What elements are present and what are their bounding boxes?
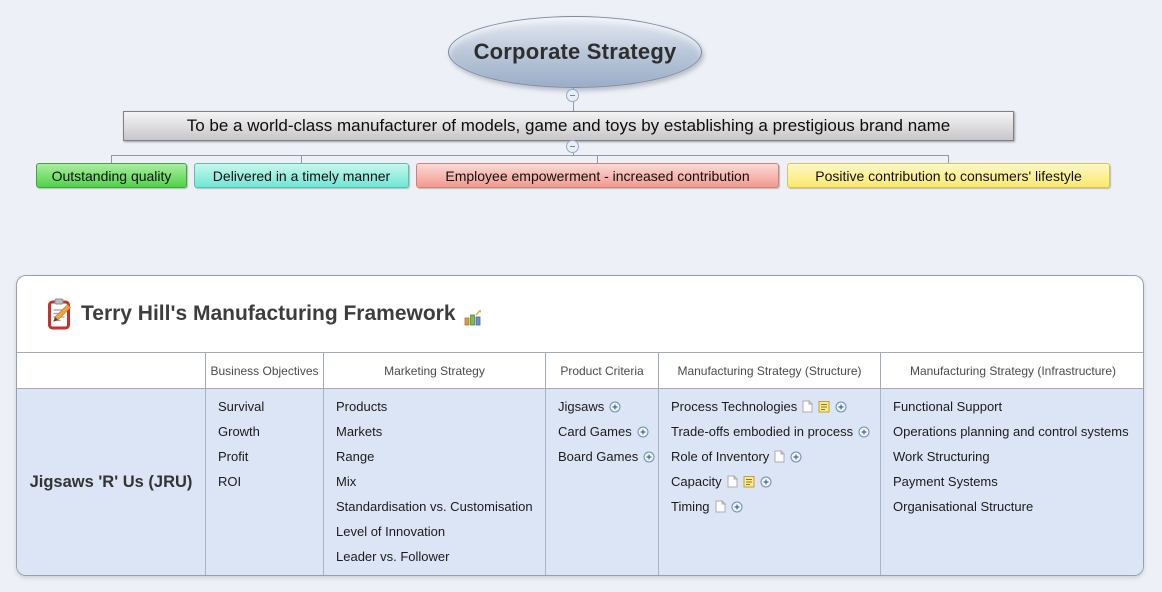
framework-header-row <box>17 352 1144 389</box>
topic-item[interactable]: Trade-offs embodied in process <box>671 419 876 444</box>
topic-item[interactable]: Payment Systems <box>893 474 998 489</box>
value-topic-outstanding-quality[interactable] <box>36 163 187 188</box>
collapse-button-root[interactable] <box>566 89 579 102</box>
attachment-icon[interactable] <box>774 450 785 463</box>
topic-item[interactable]: Level of Innovation <box>336 524 446 539</box>
topic-item[interactable]: Operations planning and control systems <box>893 424 1129 439</box>
expand-icon[interactable] <box>835 401 847 413</box>
header-cell-product-criteria[interactable]: Product Criteria <box>546 353 659 388</box>
header-cell-manufacturing-structure[interactable]: Manufacturing Strategy (Structure) <box>659 353 881 388</box>
header-cell-marketing-strategy[interactable]: Marketing Strategy <box>324 353 546 388</box>
notes-icon[interactable] <box>743 475 755 488</box>
framework-panel <box>16 275 1144 576</box>
expand-icon[interactable] <box>731 501 743 513</box>
connector-drop <box>597 155 598 163</box>
topic-item[interactable]: Process Technologies <box>671 394 876 419</box>
value-topic-label: Positive contribution to consumers' lifestyle <box>815 167 1082 184</box>
row-label-jru[interactable]: Jigsaws 'R' Us (JRU) <box>17 389 206 575</box>
value-topic-timely-delivery[interactable] <box>194 163 409 188</box>
connector-drop <box>111 155 112 163</box>
topic-item[interactable]: Markets <box>336 424 383 439</box>
minus-icon <box>570 95 575 96</box>
expand-icon[interactable] <box>858 426 870 438</box>
vision-topic-label: To be a world-class manufacturer of models, game and toys by establishing a prestigious brand name <box>186 116 951 135</box>
topic-item[interactable]: Functional Support <box>893 399 1003 414</box>
minus-icon <box>570 146 575 147</box>
expand-icon[interactable] <box>760 476 772 488</box>
attachment-icon[interactable] <box>727 475 738 488</box>
topic-item[interactable]: Capacity <box>671 469 876 494</box>
cell-manufacturing-structure <box>659 389 881 575</box>
topic-item[interactable]: Standardisation vs. Customisation <box>336 499 533 514</box>
cell-marketing-strategy <box>324 389 546 575</box>
value-topic-consumer-lifestyle[interactable] <box>787 163 1110 188</box>
root-topic[interactable] <box>448 16 702 88</box>
cell-product-criteria <box>546 389 659 575</box>
attachment-icon[interactable] <box>715 500 726 513</box>
expand-icon[interactable] <box>637 426 649 438</box>
topic-item[interactable]: Growth <box>218 424 260 439</box>
topic-item[interactable]: Board Games <box>558 444 654 469</box>
framework-title[interactable]: Terry Hill's Manufacturing Framework <box>81 302 456 325</box>
notes-icon[interactable] <box>818 400 830 413</box>
connector-rail <box>111 155 949 156</box>
bar-chart-icon <box>464 309 482 326</box>
vision-topic[interactable] <box>123 111 1014 141</box>
topic-item[interactable]: Products <box>336 399 388 414</box>
topic-item[interactable]: Jigsaws <box>558 394 654 419</box>
value-topic-label: Delivered in a timely manner <box>212 167 391 184</box>
topic-item[interactable]: Card Games <box>558 419 654 444</box>
collapse-button-vision[interactable] <box>566 140 579 153</box>
topic-item[interactable]: Survival <box>218 399 265 414</box>
connector-drop <box>948 155 949 163</box>
root-topic-label: Corporate Strategy <box>473 39 677 64</box>
value-topic-label: Outstanding quality <box>51 167 172 184</box>
header-cell-manufacturing-infrastructure[interactable]: Manufacturing Strategy (Infrastructure) <box>909 363 1117 378</box>
framework-title-bar <box>17 276 1143 352</box>
topic-item[interactable]: Role of Inventory <box>671 444 876 469</box>
cell-business-objectives <box>206 389 324 575</box>
topic-item[interactable]: Profit <box>218 449 249 464</box>
expand-icon[interactable] <box>790 451 802 463</box>
value-topic-employee-empowerment[interactable] <box>416 163 779 188</box>
expand-icon[interactable] <box>643 451 655 463</box>
topic-item[interactable]: Timing <box>671 494 876 519</box>
framework-data-row <box>17 389 1144 575</box>
topic-item[interactable]: Mix <box>336 474 357 489</box>
connector-drop <box>301 155 302 163</box>
header-cell-blank[interactable] <box>17 353 206 388</box>
value-topic-label: Employee empowerment - increased contribution <box>445 167 750 184</box>
header-cell-business-objectives[interactable]: Business Objectives <box>206 353 324 388</box>
topic-item[interactable]: Range <box>336 449 375 464</box>
topic-item[interactable]: ROI <box>218 474 242 489</box>
topic-item[interactable]: Leader vs. Follower <box>336 549 450 564</box>
clipboard-task-icon <box>47 298 71 330</box>
cell-manufacturing-infrastructure <box>881 389 1144 575</box>
topic-item[interactable]: Work Structuring <box>893 449 990 464</box>
expand-icon[interactable] <box>609 401 621 413</box>
topic-item[interactable]: Organisational Structure <box>893 499 1034 514</box>
attachment-icon[interactable] <box>802 400 813 413</box>
